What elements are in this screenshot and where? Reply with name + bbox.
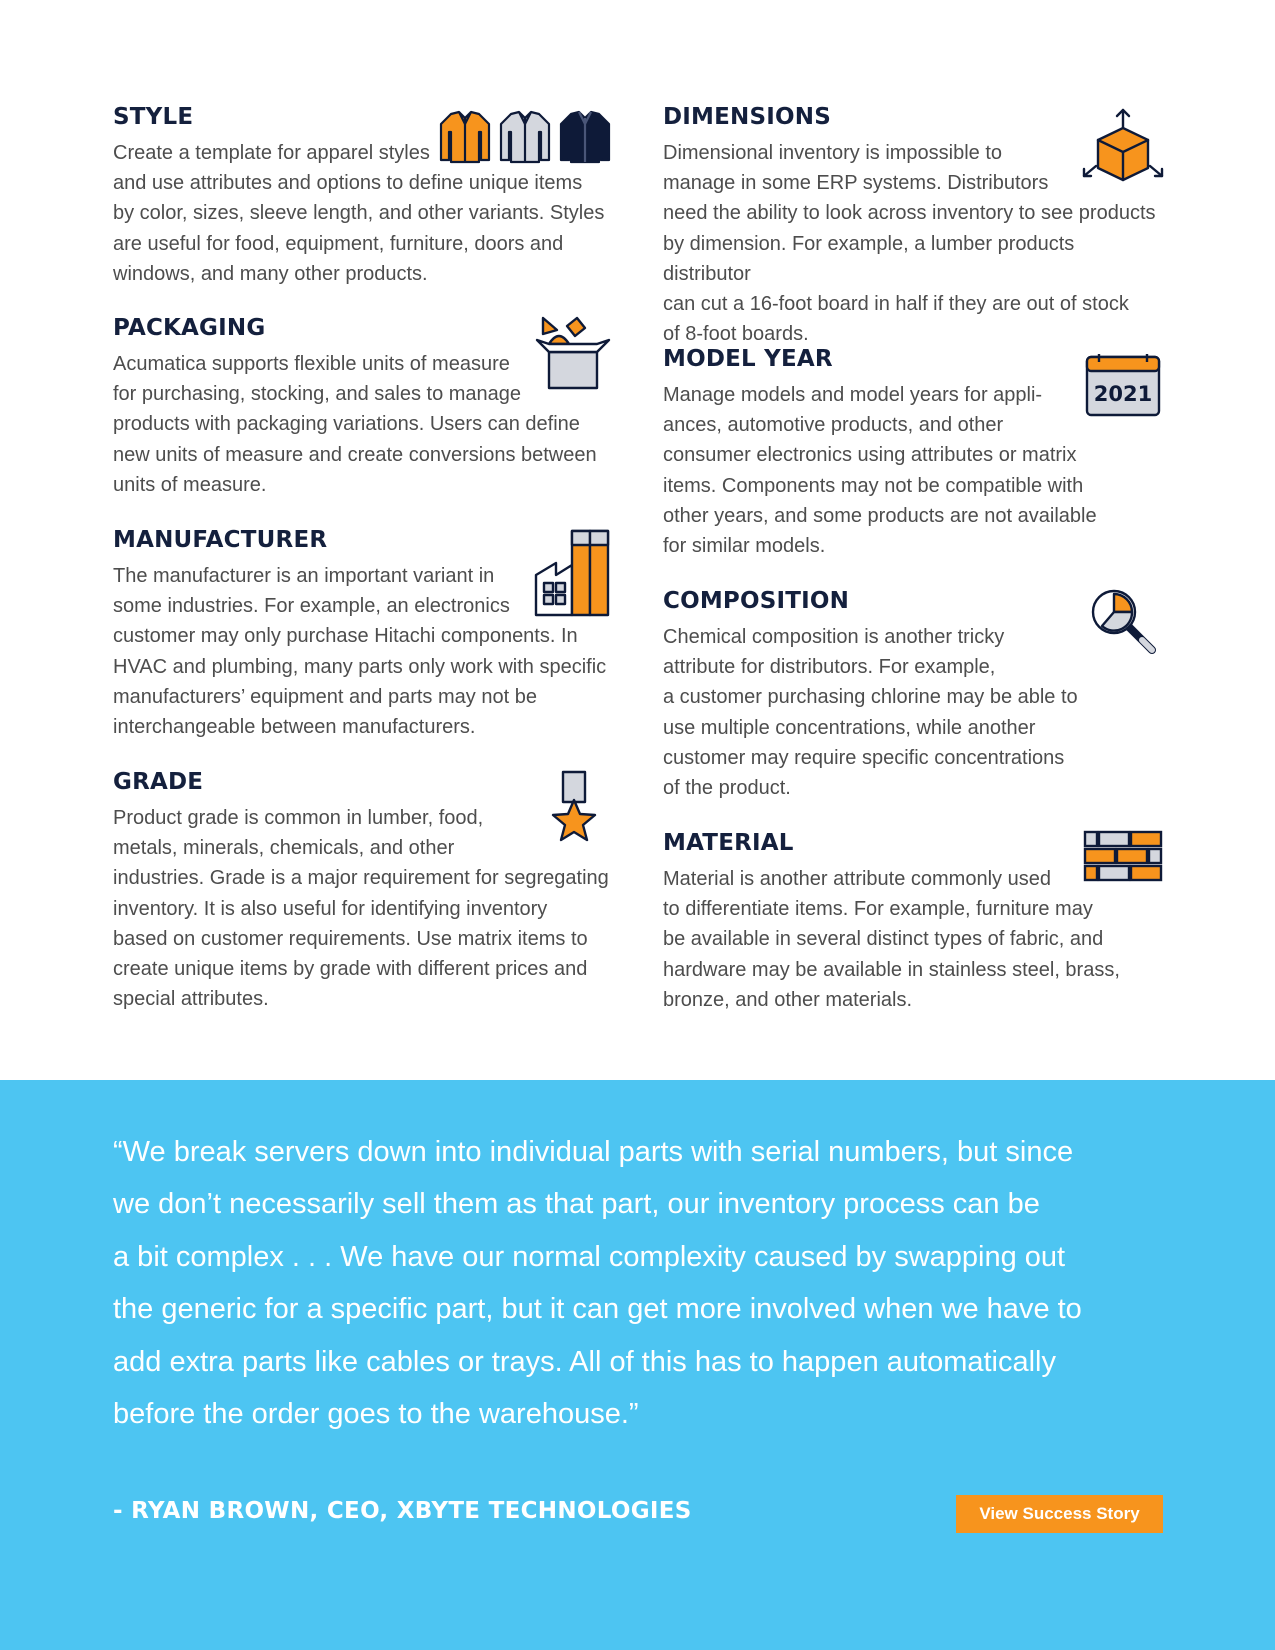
section-title: COMPOSITION [663,588,850,614]
section-body: Dimensional inventory is impossible to manage in some ERP systems. Distributors need the ability to look across inventory to see products by dimension. For example, a lumber products distributor can cut a 16-foot board in half if they are out of stock of 8-foot boards. [663,142,1156,346]
section-body: Product grade is common in lumber, food, metals, minerals, chemicals, and other industries. Grade is a major requirement for segregating inventory. It is also useful for identifying inventory based on customer requirements. Use matrix items to create unique items by grade with different prices and special attributes. [113,807,609,1011]
view-success-story-button[interactable]: View Success Story [956,1495,1163,1533]
calendar-icon [1085,353,1161,417]
section-title: DIMENSIONS [663,104,831,130]
section-body: Acumatica supports flexible units of measure for purchasing, stocking, and sales to manage products with packaging variations. Users can define new units of measure and create conversions between units of measure. [113,353,597,496]
cube-arrows-icon [1082,108,1164,192]
testimonial-quote: “We break servers down into individual parts with serial numbers, but since we don’t necessarily sell them as that part, our inventory process can be a bit complex . . . We have our normal complexity caused by swapping out the generic for a specific part, but it can get more involved when we have to add extra parts like cables or trays. All of this has to happen automatically before the order goes to the warehouse.” [113,1136,1082,1431]
section-grade [113,769,613,1014]
factory-icon [534,527,614,617]
section-title: PACKAGING [113,315,266,341]
section-body: Manage models and model years for appli- ances, automotive products, and other consumer electronics using attributes or matrix items. Components may not be compatible with other years, and some products are not available for similar models. [663,384,1097,558]
section-body: The manufacturer is an important variant in some industries. For example, an electronics customer may only purchase Hitachi components. In HVAC and plumbing, many parts only work with specific manufacturers’ equipment and parts may not be interchangeable between manufacturers. [113,565,607,739]
calendar-year-label: 2021 [1093,382,1153,406]
section-title: MATERIAL [663,830,794,856]
section-title: GRADE [113,769,204,795]
section-title: MANUFACTURER [113,527,328,553]
section-body: Create a template for apparel styles and use attributes and options to define unique items by color, sizes, sleeve length, and other variants. Styles are useful for food, equipment, furniture, doors and windows, and many other products. [113,142,605,285]
testimonial-author: - RYAN BROWN, CEO, XBYTE TECHNOLOGIES [113,1498,692,1524]
star-medal-icon [545,770,605,850]
section-body: Material is another attribute commonly used to differentiate items. For example, furniture may be available in several distinct types of fabric, and hardware may be available in stainless steel, brass, bronze, and other materials. [663,868,1120,1011]
open-box-icon [535,314,615,394]
section-title: STYLE [113,104,194,130]
magnifier-pie-icon [1090,588,1160,658]
bricks-icon [1083,830,1165,886]
section-body: Chemical composition is another tricky attribute for distributors. For example, a customer purchasing chlorine may be able to use multiple concentrations, while another customer may require specific concentrations of the product. [663,626,1078,800]
apparel-icon [435,110,615,164]
section-title: MODEL YEAR [663,346,833,372]
